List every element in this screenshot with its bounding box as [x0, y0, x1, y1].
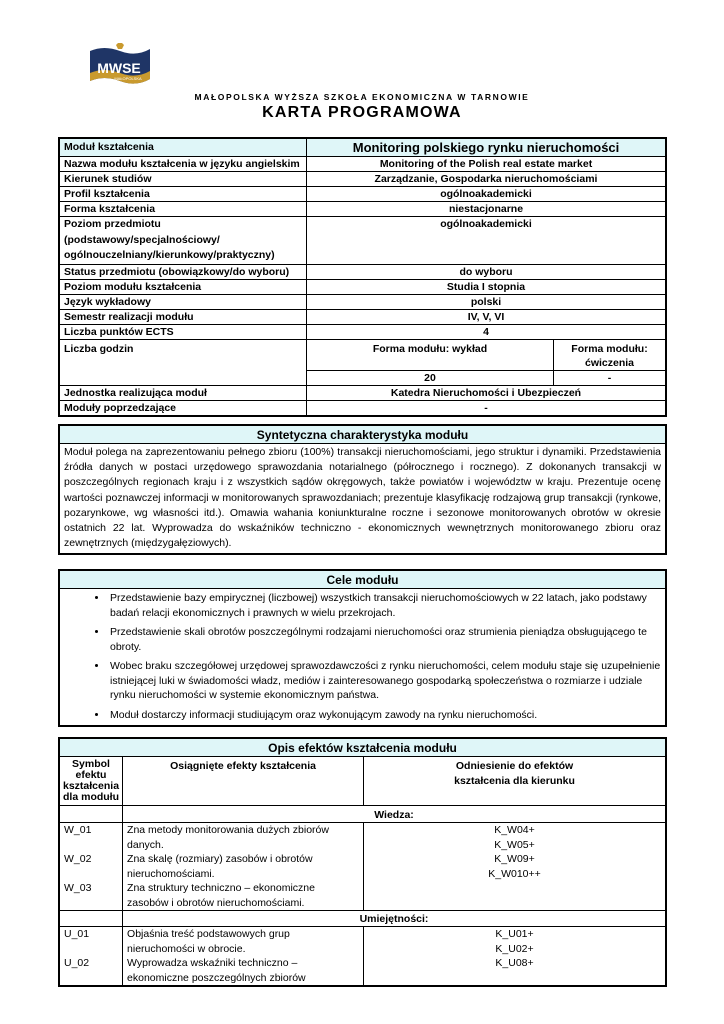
table-row [59, 324, 666, 339]
reference-cell: K_U02+ [495, 942, 534, 955]
hours-label: Liczba godzin [59, 339, 307, 385]
table-row [59, 172, 666, 187]
reference-cell: K_U01+ [495, 928, 534, 940]
knowledge-heading: Wiedza: [123, 806, 666, 823]
prereq-value: - [307, 400, 667, 416]
row-label: Poziom przedmiotu (podstawowy/specjalnościowy/ ogólnouczelniany/kierunkowy/praktyczny) [59, 217, 307, 265]
list-item: • Przedstawienie bazy empirycznej (liczbowej) wszystkich transakcji nieruchomościowych w 22 latach, jako podstawy badań relacji ekonomicznych i prawnych w wielu przekrojach. [108, 591, 665, 620]
lecture-header: Forma modułu: wykład [307, 339, 554, 370]
row-value: do wyboru [307, 264, 667, 279]
lecture-hours: 20 [307, 370, 554, 385]
synthetic-section [58, 424, 667, 555]
outcomes-table [59, 756, 666, 986]
table-row [59, 264, 666, 279]
effect-cell: Objaśnia treść podstawowych grup nieruchomości w obrocie. [127, 928, 290, 955]
symbol-cell: W_01 [64, 824, 92, 836]
table-row [60, 927, 666, 986]
table-row [59, 279, 666, 294]
reference-cell: K_W09+ [494, 853, 535, 865]
table-row [60, 823, 666, 911]
effect-cell: Zna metody monitorowania dużych zbiorów danych. [127, 824, 329, 851]
table-row [59, 187, 666, 202]
row-value: ogólnoakademicki [307, 187, 667, 202]
goals-title: Cele modułu [60, 571, 665, 589]
row-label: Nazwa modułu kształcenia w języku angielskim [59, 157, 307, 172]
effect-cell: Zna skalę (rozmiary) zasobów i obrotów nieruchomościami. [127, 853, 313, 880]
synthetic-text: Moduł polega na zaprezentowaniu pełnego zbioru (100%) transakcji nieruchomościami, jego struktur i dynamiki. Przedstawienia źródła danych w postaci urzędowego sprawozdania notarialnego (półrocznego i rocznego). Z dokonanych transakcji w poszczególnych regionach kraju i z wszystkich sądów okręgowych, także powiatów i województw w kraju. Prezentuje ocenę wartości poznawczej informacji w monitorowanych sprawozdaniach; prezentuje klasyfikację rodzajową grup transakcji (rynkowe, pozarynkowe, wg własności itd.). Omawia wahania koniunkturalne roczne i sezonowe monitorowanych obrotów w okresie ostatnich 22 lat. Wyprowadza do wskaźników techniczno - ekonomicznych wewnętrznych monitorowanego zbioru oraz zewnętrznych (międzygałęziowych). [64, 446, 661, 550]
row-label: Język wykładowy [59, 294, 307, 309]
reference-cell: K_U08+ [495, 957, 534, 969]
symbol-cell: U_02 [64, 957, 90, 969]
row-value: Zarządzanie, Gospodarka nieruchomościami [307, 172, 667, 187]
row-label: Profil kształcenia [59, 187, 307, 202]
row-value: IV, V, VI [307, 309, 667, 324]
document-title: KARTA PROGRAMOWA [262, 104, 462, 121]
row-label: Kierunek studiów [59, 172, 307, 187]
logo-text: MWSE [97, 60, 141, 76]
skills-heading: Umiejętności: [123, 911, 666, 927]
row-label: Poziom modułu kształcenia [59, 279, 307, 294]
row-value: ogólnoakademicki [307, 217, 667, 265]
logo-subtext: MAŁOPOLSKA [114, 76, 142, 81]
symbol-header: Symbol efektu kształcenia dla modułu [60, 757, 123, 806]
reference-header: Odniesienie do efektów kształcenia dla kierunku [364, 757, 666, 806]
module-title: Monitoring polskiego rynku nieruchomości [307, 138, 667, 157]
school-logo [86, 43, 154, 97]
table-row [59, 385, 666, 400]
row-value: Monitoring of the Polish real estate market [307, 157, 667, 172]
goals-list [60, 591, 665, 722]
table-row [59, 217, 666, 265]
module-info-table [58, 137, 667, 417]
list-item: • Wobec braku szczegółowej urzędowej sprawozdawczości z rynku nieruchomości, celem modułu staje się uzupełnienie istniejącej luki w świadomości władz, mediów i zainteresowanego gospodarką społeczeństwa o rozmiarze i udziale rynku nieruchomości w systemie ekonomicznym państwa. [108, 659, 665, 703]
reference-cell: K_W05+ [494, 838, 535, 851]
prereq-label: Moduły poprzedzające [59, 400, 307, 416]
effect-cell: Wyprowadza wskaźniki techniczno – ekonomiczne poszczególnych zbiorów [127, 957, 306, 984]
symbol-cell: U_01 [64, 928, 90, 940]
row-value: Studia I stopnia [307, 279, 667, 294]
table-row [59, 294, 666, 309]
school-name: MAŁOPOLSKA WYŻSZA SZKOŁA EKONOMICZNA W TARNOWIE [194, 92, 530, 102]
effect-cell: Zna struktury techniczno – ekonomiczne zasobów i obrotów nieruchomościami. [127, 882, 315, 909]
goals-section [58, 569, 667, 727]
row-label: Liczba punktów ECTS [59, 324, 307, 339]
table-row [59, 202, 666, 217]
row-label: Forma kształcenia [59, 202, 307, 217]
row-value: 4 [307, 324, 667, 339]
table-row [59, 157, 666, 172]
row-value: niestacjonarne [307, 202, 667, 217]
row-label: Semestr realizacji modułu [59, 309, 307, 324]
module-label: Moduł kształcenia [59, 138, 307, 157]
unit-value: Katedra Nieruchomości i Ubezpieczeń [307, 385, 667, 400]
row-label: Status przedmiotu (obowiązkowy/do wyboru) [59, 264, 307, 279]
outcomes-header: Osiągnięte efekty kształcenia [123, 757, 364, 806]
outcomes-title: Opis efektów kształcenia modułu [60, 739, 665, 757]
outcomes-section [58, 737, 667, 987]
hours-header-row [59, 339, 666, 370]
table-row [59, 400, 666, 416]
reference-cell: K_W010++ [488, 867, 541, 880]
list-item: • Przedstawienie skali obrotów poszczególnymi rodzajami nieruchomości oraz strumienia pieniądza obsługującego te obroty. [108, 625, 665, 654]
reference-cell: K_W04+ [494, 824, 535, 836]
synthetic-title: Syntetyczna charakterystyka modułu [60, 426, 665, 444]
exercise-hours: - [554, 370, 667, 385]
row-value: polski [307, 294, 667, 309]
list-item: • Moduł dostarczy informacji studiującym oraz wykonującym zawody na rynku nieruchomości. [108, 708, 665, 723]
symbol-cell: W_02 [64, 853, 92, 865]
table-row [59, 309, 666, 324]
unit-label: Jednostka realizująca moduł [59, 385, 307, 400]
exercise-header: Forma modułu: ćwiczenia [554, 339, 667, 370]
symbol-cell: W_03 [64, 882, 92, 894]
